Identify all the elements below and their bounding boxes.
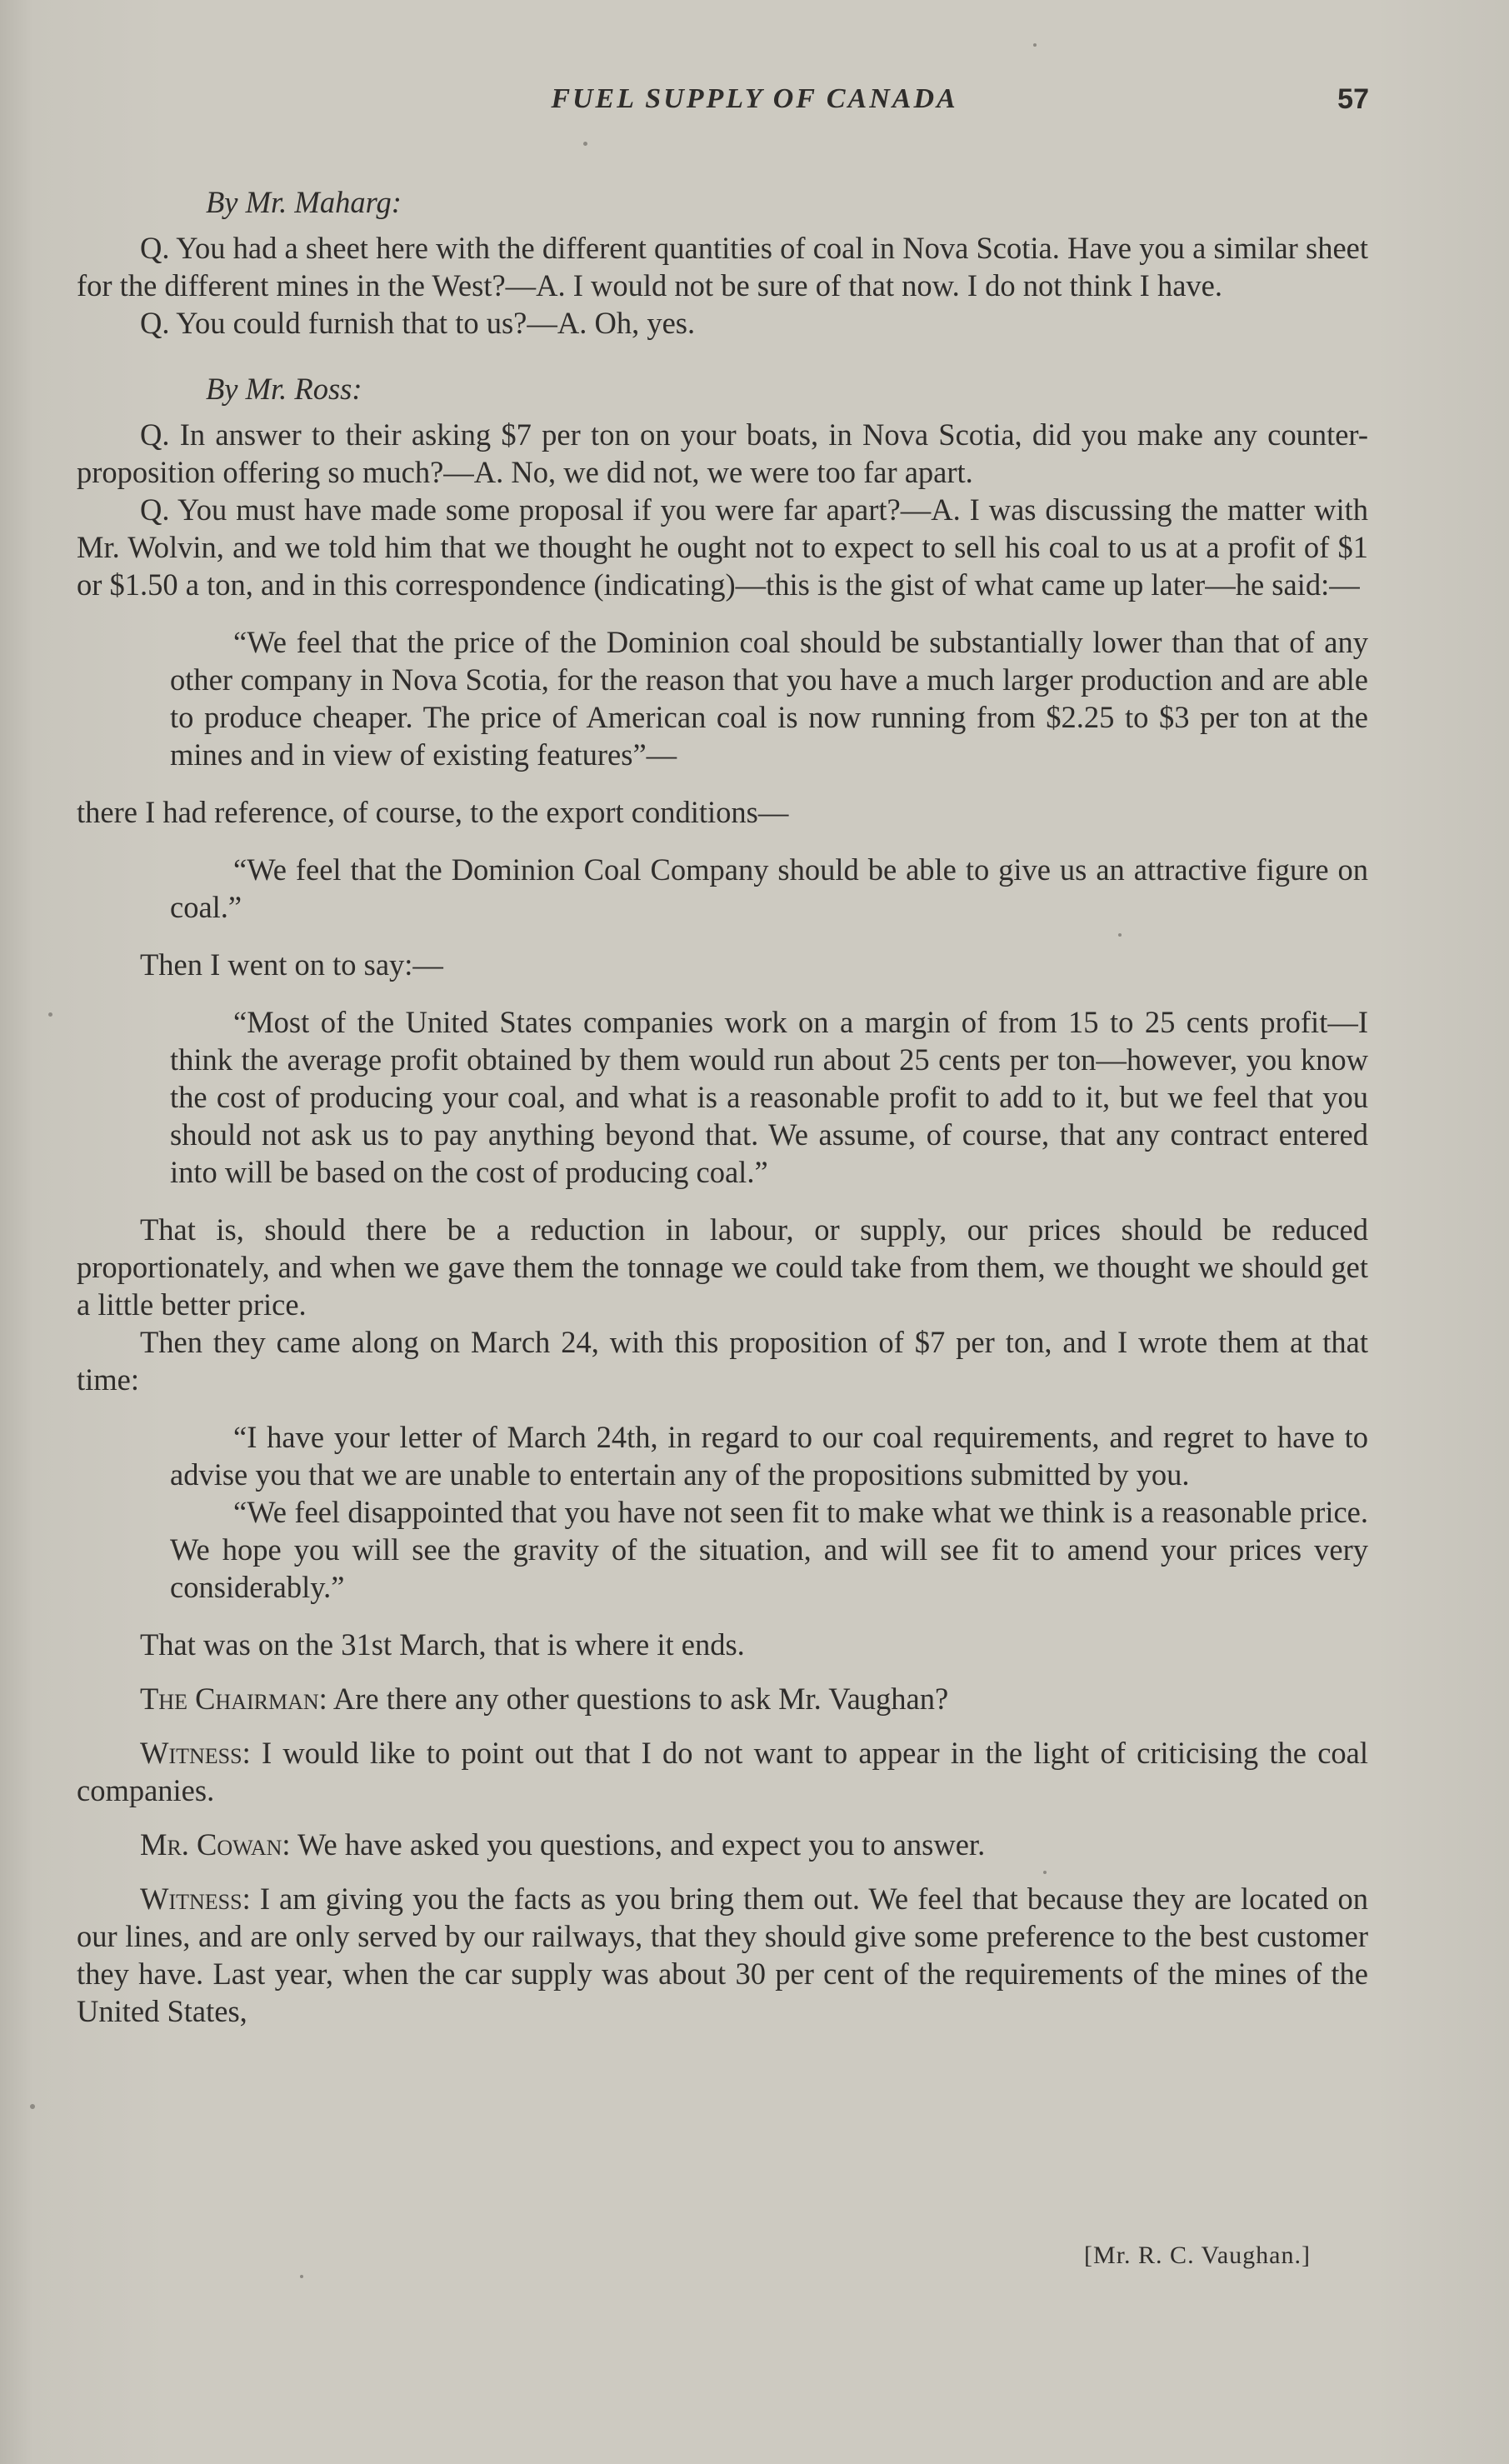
paragraph-q3: Q. In answer to their asking $7 per ton on your boats, in Nova Scotia, did you make any counter-proposition offering so much?—A. No, we did not, we were too far apart. <box>77 417 1368 489</box>
quote-dominion-price: “We feel that the price of the Dominion coal should be substantially lower than that of any other company in Nova Scotia, for the reason that you have a much larger production and are able to produce cheaper. The price of American coal is now running from $2.25 to $3 per ton at the mines and in view of existing features”— <box>170 625 1368 772</box>
paragraph-31st-march: That was on the 31st March, that is where it ends. <box>140 1627 745 1662</box>
quote-letter-reply: “I have your letter of March 24th, in regard to our coal requirements, and regret to have to advise you that we are unable to entertain any of the propositions submitted by you. <box>170 1420 1368 1492</box>
paragraph-reduction: That is, should there be a reduction in labour, or supply, our prices should be reduced proportionately, and when we gave them the tonnage we could take from them, we thought we should get a little better price. <box>77 1212 1368 1322</box>
paper-speck <box>300 2275 303 2278</box>
paragraph-witness-1 <box>77 1734 1368 1809</box>
paragraph-q1: Q. You had a sheet here with the different quantities of coal in Nova Scotia. Have you a similar sheet for the different mines in the West?—A. I would not be sure of that now. I do not think I have. <box>77 231 1368 302</box>
speaker-heading-ross: By Mr. Ross: <box>206 372 362 406</box>
paragraph-q4: Q. You must have made some proposal if you were far apart?—A. I was discussing the matter with Mr. Wolvin, and we told him that we thought he ought not to expect to sell his coal to us at a profit of $1 or $1.50 a ton, and in this correspondence (indicating)—this is the gist of what came up later—he said:— <box>77 492 1368 602</box>
page-body <box>77 183 1368 2030</box>
page-number: 57 <box>1337 83 1369 115</box>
speaker-witness: Witness: <box>140 1736 251 1770</box>
running-header <box>0 83 1509 125</box>
speaker-chairman: The Chairman: <box>140 1682 327 1716</box>
paragraph-chairman <box>77 1680 1368 1717</box>
paper-speck <box>583 142 587 146</box>
paper-speck <box>1043 1871 1047 1874</box>
paragraph-cowan <box>77 1826 1368 1863</box>
paper-speck <box>48 1012 52 1017</box>
quote-disappointed: “We feel disappointed that you have not seen fit to make what we think is a reasonable price. We hope you will see the gravity of the situation, and will see fit to amend your prices very considerably.” <box>170 1495 1368 1604</box>
speaker-witness-2: Witness: <box>140 1882 251 1916</box>
quote-attractive-figure: “We feel that the Dominion Coal Company should be able to give us an attractive figure on coal.” <box>170 852 1368 924</box>
paragraph-q2: Q. You could furnish that to us?—A. Oh, yes. <box>140 306 696 340</box>
paragraph-went-on: Then I went on to say:— <box>140 947 443 982</box>
witness-text-2: I am giving you the facts as you bring them out. We feel that because they are located on our lines, and are only served by our railways, that they should give some preference to the best customer they have. Last year, when the car supply was about 30 per cent of the requirements of the mines of the United States, <box>77 1882 1368 2028</box>
paragraph-export-conditions: there I had reference, of course, to the export conditions— <box>77 795 789 829</box>
paragraph-witness-2 <box>77 1880 1368 2030</box>
witness-footnote: [Mr. R. C. Vaughan.] <box>1084 2242 1311 2269</box>
chairman-text: Are there any other questions to ask Mr. Vaughan? <box>332 1682 949 1716</box>
speaker-heading-maharg: By Mr. Maharg: <box>206 185 402 219</box>
paper-speck <box>1118 933 1122 937</box>
paper-speck <box>30 2104 35 2109</box>
paragraph-march-24: Then they came along on March 24, with this proposition of $7 per ton, and I wrote them at that time: <box>77 1325 1368 1397</box>
cowan-text: We have asked you questions, and expect you to answer. <box>297 1827 986 1862</box>
speaker-cowan: Mr. Cowan: <box>140 1827 291 1862</box>
page-title: FUEL SUPPLY OF CANADA <box>551 83 958 114</box>
witness-text-1: I would like to point out that I do not want to appear in the light of criticising the coal companies. <box>77 1736 1369 1807</box>
paper-speck <box>1033 43 1037 47</box>
quote-us-companies: “Most of the United States companies work on a margin of from 15 to 25 cents profit—I think the average profit obtained by them would run about 25 cents per ton—however, you know the cost of producing your coal, and what is a reasonable profit to add to it, but we feel that you should not ask us to pay anything beyond that. We assume, of course, that any contract entered into will be based on the cost of producing coal.” <box>170 1005 1368 1189</box>
